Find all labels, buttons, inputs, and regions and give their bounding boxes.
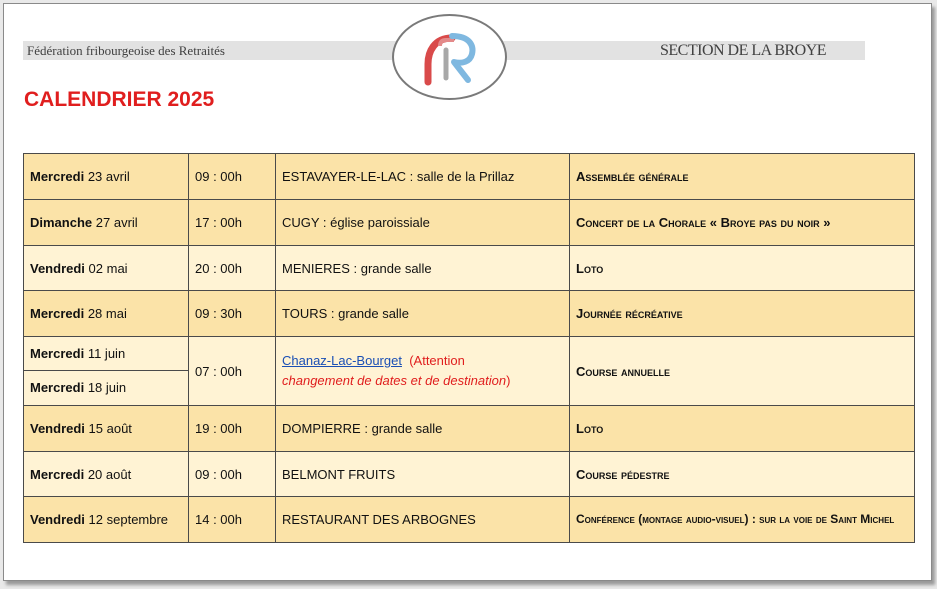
date: 18 juin <box>87 380 127 395</box>
time-cell: 17 : 00h <box>189 200 276 246</box>
time-cell: 07 : 00h <box>189 337 276 406</box>
place-cell: RESTAURANT DES ARBOGNES <box>276 497 570 543</box>
section-name: SECTION DE LA BROYE <box>660 42 827 59</box>
calendar-table <box>23 153 915 543</box>
note-text: changement de dates et de destination <box>282 373 507 388</box>
table-row <box>24 337 915 406</box>
time-cell: 19 : 00h <box>189 406 276 452</box>
day-cell <box>24 154 189 200</box>
date: 11 juin <box>87 346 126 361</box>
weekday: Mercredi <box>30 466 85 482</box>
time-cell: 09 : 30h <box>189 291 276 337</box>
table-row <box>24 154 915 200</box>
weekday: Vendredi <box>30 260 85 276</box>
day-cell <box>24 291 189 337</box>
place-cell: BELMONT FRUITS <box>276 452 570 497</box>
day-entry <box>24 337 188 370</box>
time-cell: 09 : 00h <box>189 452 276 497</box>
date: 23 avril <box>87 169 130 184</box>
table-row <box>24 246 915 291</box>
date: 02 mai <box>88 260 128 276</box>
table-row <box>24 497 915 543</box>
time-cell: 09 : 00h <box>189 154 276 200</box>
place-cell: DOMPIERRE : grande salle <box>276 406 570 452</box>
event-cell: Conférence (montage audio-visuel) : sur la voie de Saint Michel <box>570 497 915 543</box>
weekday: Mercredi <box>30 380 85 395</box>
event-cell: Course pédestre <box>570 452 915 497</box>
table-row <box>24 200 915 246</box>
place-cell: CUGY : église paroissiale <box>276 200 570 246</box>
time-cell: 14 : 00h <box>189 497 276 543</box>
date: 28 mai <box>87 306 127 321</box>
table-row <box>24 291 915 337</box>
event-cell: Loto <box>570 406 915 452</box>
event-cell: Loto <box>570 246 915 291</box>
page-title: CALENDRIER 2025 <box>24 88 215 111</box>
day-cell <box>24 406 189 452</box>
place-cell: MENIERES : grande salle <box>276 246 570 291</box>
table-row <box>24 406 915 452</box>
fr-logo-icon <box>394 16 505 98</box>
date: 20 août <box>87 466 132 482</box>
note-start: (Attention <box>409 353 465 368</box>
date: 15 août <box>88 421 132 436</box>
destination-link[interactable]: Chanaz-Lac-Bourget <box>282 353 402 368</box>
place-cell: TOURS : grande salle <box>276 291 570 337</box>
place-cell: ESTAVAYER-LE-LAC : salle de la Prillaz <box>276 154 570 200</box>
day-cell <box>24 246 189 291</box>
day-entry <box>24 370 188 405</box>
organization-name: Fédération fribourgeoise des Retraités <box>27 43 225 58</box>
day-cell <box>24 200 189 246</box>
weekday: Mercredi <box>30 306 85 321</box>
weekday: Vendredi <box>30 512 85 527</box>
event-cell: Journée récréative <box>570 291 915 337</box>
place-cell <box>276 337 570 406</box>
table-row <box>24 452 915 497</box>
event-cell: Course annuelle <box>570 337 915 406</box>
weekday: Dimanche <box>30 215 93 230</box>
day-cell <box>24 337 189 406</box>
event-cell: Concert de la Chorale « Broye pas du noir » <box>570 200 915 246</box>
weekday: Vendredi <box>30 421 85 436</box>
date: 27 avril <box>95 215 138 230</box>
day-cell <box>24 497 189 543</box>
weekday: Mercredi <box>30 169 85 184</box>
logo <box>392 14 507 100</box>
date: 12 septembre <box>88 512 169 527</box>
weekday: Mercredi <box>30 346 85 361</box>
day-cell <box>24 452 189 497</box>
note-end: ) <box>506 373 511 388</box>
event-cell: Assemblée générale <box>570 154 915 200</box>
time-cell: 20 : 00h <box>189 246 276 291</box>
